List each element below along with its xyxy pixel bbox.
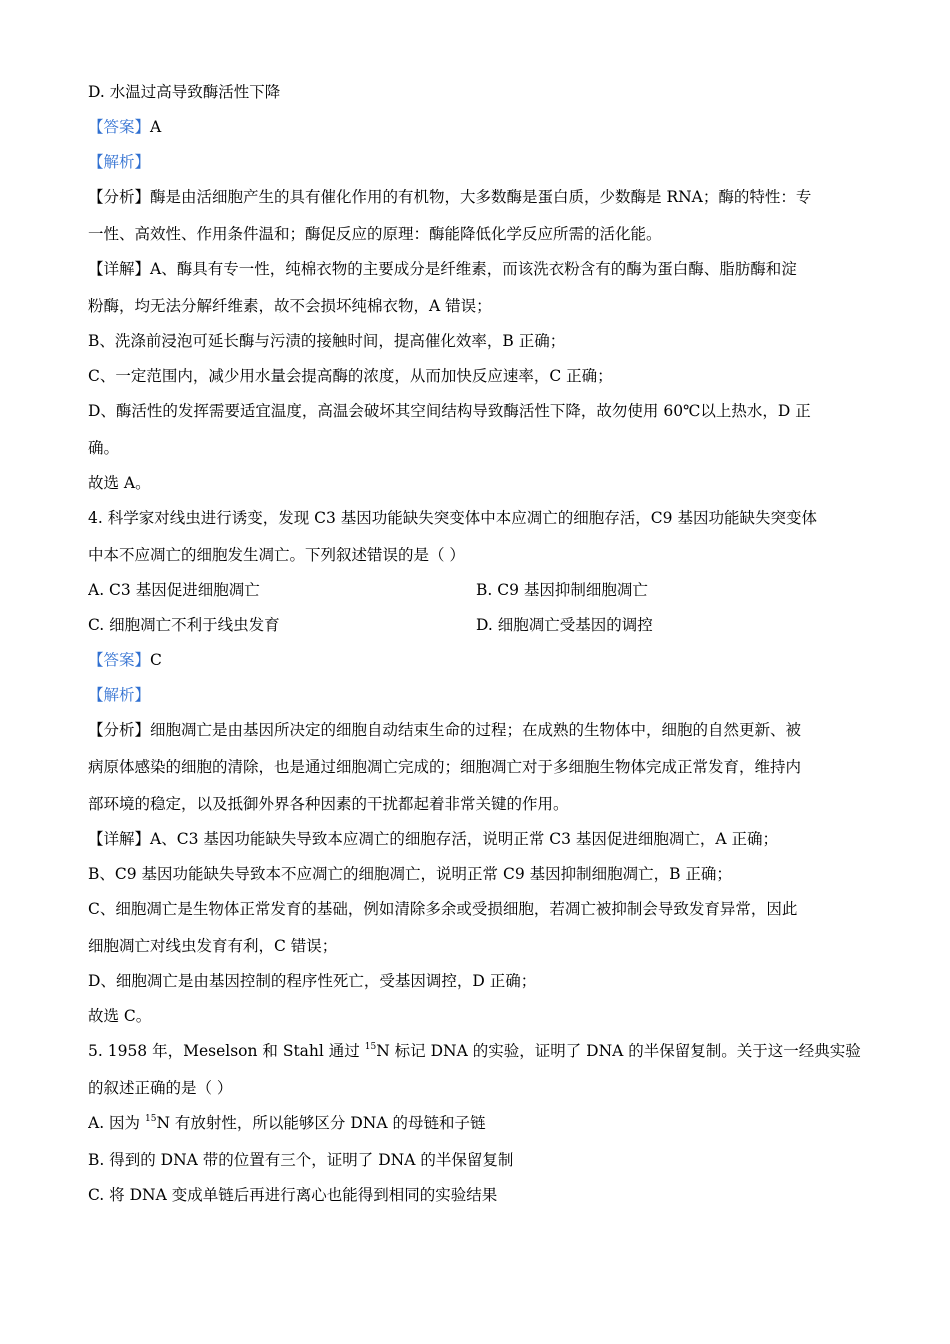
xiangjie-tag: 【详解】 (88, 830, 151, 848)
q3-fenxi-line-1: 【分析】酶是由活细胞产生的具有催化作用的有机物，大多数酶是蛋白质，少数酶是 RNA；酶的特性：专 (88, 188, 812, 206)
q3-b-explanation: B、洗涤前浸泡可延长酶与污渍的接触时间，提高催化效率，B 正确； (88, 332, 566, 350)
q4-c-explanation-line-1: C、细胞凋亡是生物体正常发育的基础，例如清除多余或受损细胞，若凋亡被抑制会导致发育异常，因此 (88, 900, 798, 918)
q4-options-row-1 (88, 580, 863, 600)
q5-stem-line-2: 的叙述正确的是（ ） (88, 1079, 233, 1097)
q3-analysis-heading: 【解析】 (88, 153, 151, 171)
q4-c-explanation-line-2: 细胞凋亡对线虫发育有利，C 错误； (88, 937, 338, 955)
q3-d-explanation-line-1: D、酶活性的发挥需要适宜温度，高温会破坏其空间结构导致酶活性下降，故勿使用 60℃以上热水，D 正 (88, 402, 811, 420)
answer-tag: 【答案】 (88, 118, 151, 136)
q5-option-c: C. 将 DNA 变成单链后再进行离心也能得到相同的实验结果 (88, 1186, 498, 1204)
q5-stem-line-1: 5. 1958 年，Meselson 和 Stahl 通过 $^{15}$N 标记 DNA 的实验，证明了 DNA 的半保留复制。关于这一经典实验 (88, 1041, 861, 1060)
fenxi-tag: 【分析】 (88, 721, 151, 739)
q3-c-explanation: C、一定范围内，减少用水量会提高酶的浓度，从而加快反应速率，C 正确； (88, 367, 613, 385)
q3-fenxi-line-2: 一性、高效性、作用条件温和；酶促反应的原理：酶能降低化学反应所需的活化能。 (88, 225, 662, 243)
q4-b-explanation: B、C9 基因功能缺失导致本不应凋亡的细胞凋亡，说明正常 C9 基因抑制细胞凋亡，B 正确； (88, 865, 732, 883)
q4-fenxi-line-2: 病原体感染的细胞的清除，也是通过细胞凋亡完成的；细胞凋亡对于多细胞生物体完成正常发育，维持内 (88, 758, 802, 776)
q3-conclusion: 故选 A。 (88, 474, 151, 492)
q4-fenxi-line-3: 部环境的稳定，以及抵御外界各种因素的干扰都起着非常关键的作用。 (88, 795, 569, 813)
fenxi-tag: 【分析】 (88, 188, 151, 206)
q4-fenxi-line-1: 【分析】细胞凋亡是由基因所决定的细胞自动结束生命的过程；在成熟的生物体中，细胞的自然更新、被 (88, 721, 802, 739)
q4-option-b: B. C9 基因抑制细胞凋亡 (476, 581, 648, 599)
q4-stem-line-2: 中本不应凋亡的细胞发生凋亡。下列叙述错误的是（ ） (88, 546, 465, 564)
q3-xiangjie-line-2: 粉酶，均无法分解纤维素，故不会损坏纯棉衣物，A 错误； (88, 297, 492, 315)
q4-option-c: C. 细胞凋亡不利于线虫发育 (88, 616, 280, 634)
q3-answer (88, 117, 863, 137)
q4-d-explanation: D、细胞凋亡是由基因控制的程序性死亡，受基因调控，D 正确； (88, 972, 537, 990)
q4-options-row-2 (88, 615, 863, 635)
answer-value: A (150, 118, 162, 136)
xiangjie-tag: 【详解】 (88, 260, 151, 278)
superscript: 15 (364, 1041, 377, 1052)
superscript: 15 (144, 1113, 157, 1124)
q4-option-d: D. 细胞凋亡受基因的调控 (476, 616, 653, 634)
q4-xiangjie-line-1: 【详解】A、C3 基因功能缺失导致本应凋亡的细胞存活，说明正常 C3 基因促进细胞凋亡，A 正确； (88, 830, 779, 848)
q5-option-b: B. 得到的 DNA 带的位置有三个，证明了 DNA 的半保留复制 (88, 1151, 514, 1169)
answer-value: C (150, 651, 162, 669)
q4-answer (88, 650, 863, 670)
q4-stem-line-1: 4. 科学家对线虫进行诱变，发现 C3 基因功能缺失突变体中本应凋亡的细胞存活，C9 基因功能缺失突变体 (88, 509, 817, 527)
q3-d-explanation-line-2: 确。 (88, 439, 120, 457)
q5-option-a: A. 因为 $^{15}$N 有放射性，所以能够区分 DNA 的母链和子链 (88, 1113, 486, 1132)
q3-xiangjie-line-1: 【详解】A、酶具有专一性，纯棉衣物的主要成分是纤维素，而该洗衣粉含有的酶为蛋白酶、脂肪酶和淀 (88, 260, 797, 278)
q4-option-a: A. C3 基因促进细胞凋亡 (88, 581, 260, 599)
q4-analysis-heading: 【解析】 (88, 686, 151, 704)
answer-tag: 【答案】 (88, 651, 151, 669)
q4-conclusion: 故选 C。 (88, 1007, 152, 1025)
q3-option-d: D. 水温过高导致酶活性下降 (88, 83, 281, 101)
